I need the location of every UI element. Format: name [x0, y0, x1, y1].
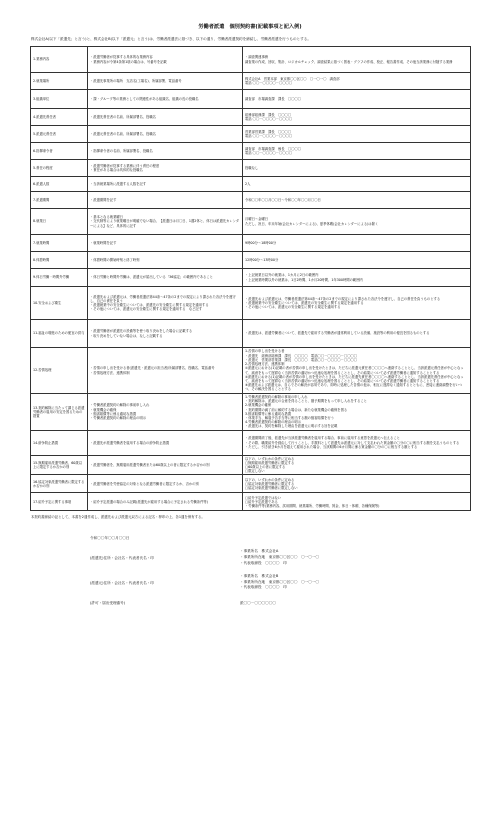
row-description: ・就業時間を記す: [88, 235, 243, 252]
row-example: 株式会社A 営業本部 東京都〇〇区〇〇 〇一〇一〇 調査部 電話 〇〇－〇〇〇〇－〇〇〇〇: [243, 73, 471, 90]
row-item: 16.協定対象派遣労働者に限定するか否かの別: [31, 475, 88, 493]
row-item: 8.休憩時間: [31, 252, 88, 269]
intro-text: 株式会社A(以下「派遣先」と言う)と、株式会社B(以下「派遣元」と言う)は、労働者派遣法に基づき、以下の通り、労働者派遣契約を締結し、労働者派遣を行うものとする。: [31, 37, 311, 41]
table-row: [31, 475, 471, 493]
row-example: ・派遣期間終了後、派遣先が当該派遣労働者を雇用する場合、事前に雇用する意思を派遣元へ伝えること ・その際、職業紹介を経由して行うことし、手数料として派遣先は派遣元に対して支払われた賃金額の〇分の〇に相当する額を支払うものとする ・ただし、引き続き6カ月を超えて雇用された場合、当該期間の6カ月間に係る賃金額の〇分の〇に相当する額とする: [243, 430, 471, 455]
row-example: 以下の、いずれかの条件に定める □無期雇用派遣労働者に限定する □60歳以上の者に限定する □限定しない: [243, 455, 471, 475]
row-item: 5.派遣元責任者: [31, 126, 88, 143]
row-example: 12時00分～13時00分: [243, 252, 471, 269]
row-description: ・苦情の申し出を受ける者(派遣先・派遣元の担当者)所属部署名、役職名、電話番号 ・苦情処理方法、連携体制: [88, 348, 243, 394]
row-item: 6.指揮命令者: [31, 143, 88, 160]
table-row: [31, 192, 471, 209]
signature-date: 令和〇〇年〇〇月〇〇日: [90, 536, 130, 541]
table-row: [31, 320, 471, 348]
row-description: ・派遣先が派遣労働者を雇用する場合の紛争防止措置: [88, 430, 243, 455]
row-example: 調査部 市場調査課 係長 〇〇〇〇 電話 〇〇－〇〇〇〇－〇〇〇〇: [243, 143, 471, 160]
client-label: (派遣先)住所・会社名・代表者氏名・印: [90, 556, 154, 561]
row-description: ・派遣労働者が従事する業務に伴う責任の程度 ・責任がある場合は具体的な役職名: [88, 160, 243, 177]
row-example: ・派遣先および派遣元は、労働者派遣法第44条～47条の2までの規定により課された各法令を遵守し、自己の責任を負うものとする ・派遣就業中の安全衛生については、派遣先の安全衛生に関する規定を適用する ・その他については、派遣元の安全衛生に関する規定を適用する: [243, 287, 471, 320]
table-row: [31, 394, 471, 431]
row-example: 営業部営業課 課長 〇〇〇〇 電話 〇〇－〇〇〇〇－〇〇〇〇: [243, 126, 471, 143]
row-example: 総務部総務課 課長 〇〇〇〇 電話 〇〇－〇〇〇〇－〇〇〇〇: [243, 109, 471, 126]
table-row: [31, 126, 471, 143]
row-item: 1.業務内容: [31, 47, 88, 73]
table-row: [31, 252, 471, 269]
permit-label: (許可・届出受理番号): [90, 601, 126, 605]
row-item: 10.安全および衛生: [31, 287, 88, 320]
row-description: ・紹介予定派遣の場合のみ記載(派遣先が雇用する場合に予定される労働条件等): [88, 493, 243, 511]
dispatcher-value: ・事業所名 株式会社B ・事業所所在地 東京都〇〇区〇〇 〇一〇一〇 ・代表取締役 〇〇〇〇 印: [240, 574, 320, 590]
row-description: ・休憩時間の開始時刻と終了時刻: [88, 252, 243, 269]
row-description: ・派遣労働者を労使協定の対象となる派遣労働者に限定するか、否かの別: [88, 475, 243, 493]
table-row: [31, 455, 471, 475]
table-row: [31, 177, 471, 192]
table-row: [31, 73, 471, 90]
row-item: 2.就業場所: [31, 73, 88, 90]
row-example: ・派遣先は、派遣労働者について、派遣先で雇用する労働者が通常利用している設備、施設等の利用の便宜を図るものとする: [243, 320, 471, 348]
row-example: ・上記就業日以外の就業は、1カ月に2日の範囲内 ・上記就業時間以外の就業は、1日2時間、1カ月20時間、1年300時間の範囲内: [243, 269, 471, 287]
row-item: 14.紛争防止措置: [31, 430, 88, 455]
table-row: [31, 269, 471, 287]
row-example: 1.苦情の申し出を受ける者 ・派遣先 総務部総務課 課長 〇〇〇〇 電話〇〇－〇〇〇〇－〇〇〇〇 ・派遣元 営業部営業課 課長 〇〇〇〇 電話〇〇－〇〇〇〇－〇〇〇〇 2.苦情処理方法、連携体制 ①派遣元における(1)記載の者が苦情の申し出を受けたときは、ただちに派遣元責任者〇〇〇〇へ連絡することとし、当該派遣元責任者が中心となって、誠意をもって遅滞なく当該苦情の適切かつ迅速な処理を図ることとし、その結果について必ず派遣労働者に通知することとする ②派遣先における(1)記載の者が苦情の申し出を受けたときは、ただちに派遣先責任者〇〇〇〇へ連絡することとし、当該派遣先責任者が中心となって、誠意をもって遅滞なく当該苦情の適切かつ迅速な処理を図ることとし、その結果について必ず派遣労働者に通知することとする ③派遣先および派遣元は、自らでその解決が容易であり、即時に処理した苦情の他は、相互に遅滞なく通知するとともに、密接に連絡調整を行いつつ、その解決を図ることとする: [243, 348, 471, 394]
row-item: 15.無期雇用派遣労働者、60歳以上に限定するか否かの別: [31, 455, 88, 475]
permit-row: [90, 601, 470, 606]
row-example: 以下の、いずれかの条件に定める □協定対象派遣労働者に限定する □協定対象派遣労働者に限定しない: [243, 475, 471, 493]
signature-block: [30, 536, 470, 606]
row-description: ・派遣元責任者の名前、所属部署名、役職名: [88, 126, 243, 143]
row-item: 6.派遣人数: [31, 177, 88, 192]
table-row: [31, 109, 471, 126]
closing-note: 本契約書締結の証として、本書を2通作成し、派遣先および派遣元双方による記名・押印の上、各1通を保有する。: [31, 515, 205, 520]
table-row: [31, 90, 471, 109]
row-item: 4.派遣先責任者: [31, 109, 88, 126]
row-description: ・派遣労働者を、無期雇用派遣労働者または60歳以上の者に限定するか否かの別: [88, 455, 243, 475]
table-row: [31, 348, 471, 394]
row-item: 7.派遣期間: [31, 192, 88, 209]
table-row: [31, 209, 471, 235]
row-item: 11.福祉の増進のための便宜の供与: [31, 320, 88, 348]
row-description: ・休日労働と時間外労働は、派遣元が届出している「36協定」の範囲内であること: [88, 269, 243, 287]
table-row: [31, 47, 471, 73]
row-example: □紹介予定派遣ではない □紹介予定派遣である ・労働条件等(業務内容、試用期間、就業場所、労働時間、賃金、休日・休暇、各種保険等): [243, 493, 471, 511]
row-description: ・派遣労働者が従事する具体的な業務内容 ・業務内容が令第4条第1項の場合は、号番号を記載: [88, 47, 243, 73]
permit-value: 派〇〇－〇〇〇〇〇〇: [240, 601, 276, 605]
table-row: [31, 430, 471, 455]
dispatcher-signature: [90, 574, 470, 591]
row-item: 5.責任の程度: [31, 160, 88, 177]
table-row: [31, 143, 471, 160]
row-item: 9.休日労働・時間外労働: [31, 269, 88, 287]
client-signature: [90, 549, 470, 566]
row-example: 2人: [243, 177, 471, 192]
row-description: ・指揮命令者の名前、所属部署名、役職名: [88, 143, 243, 160]
row-description: ・派遣先事業所の場所 支店名(工場名)、所属部署、電話番号: [88, 73, 243, 90]
row-example: 9時00分～18時00分: [243, 235, 471, 252]
row-example: 月曜日～金曜日 ただし、祝日、年末年始(会社カレンダーによる)、夏季休暇(会社カレンダーによる)は除く: [243, 209, 471, 235]
row-description: ・派遣期間を記す: [88, 192, 243, 209]
row-item: 13.契約解除に当たって講じる派遣労働者の雇用の安定を図るための措置: [31, 394, 88, 431]
row-description: ・派遣労働者が派遣先の設備等を使う取り決めをした場合に記載する ・取り決めをしていない場合は、なしと記載する: [88, 320, 243, 348]
row-description: ・派遣先および派遣元は、労働者派遣法第44条～47条の2までの規定により課された各法令を遵守し、自己の責任を負う ・派遣就業中の安全衛生については、派遣先の安全衛生に関する規定を適用する ・その他については、派遣元の安全衛生に関する規定を適用する など記す: [88, 287, 243, 320]
row-example: ・調査関連事務 調査業の作成、回収、集計、ロジカルチェック、調査結果に基づく図表・グラフの作成、校正、報告書作成、その他当該業務に付随する業務: [243, 47, 471, 73]
row-example: 1.労働者派遣契約の解除の事前の申し入れ ・契約解除は、派遣元の合意を得ることと、猶予期間をもって申し入れをすること 2.就業機会の確保 ・契約期間の満了前に解約する場合は、新たな就業機会の確保を図る 3.損害賠償等に係る適切な措置 ・休業手当、解雇予告手当等に相当する額の損害賠償を行う 4.労働者派遣契約の解除の理由の明示 ・派遣先は、契約を解除した理由を派遣元に明示する旨を記載: [243, 394, 471, 431]
row-example: 調査部 市場調査課 課長 〇〇〇〇: [243, 90, 471, 109]
dispatcher-label: (派遣元)住所・会社名・代表者氏名・印: [90, 581, 154, 586]
row-item: 8.就業日: [31, 209, 88, 235]
row-item: 7.就業時間: [31, 235, 88, 252]
row-description: ・課・グループ等の業務としての関連性がある組織名、組織の長の役職名: [88, 90, 243, 109]
document-title: 労働者派遣 個別契約書(記載事項と記入例): [198, 24, 302, 30]
contract-table: [30, 46, 471, 511]
table-row: [31, 493, 471, 511]
row-example: 役職なし: [243, 160, 471, 177]
row-example: 令和〇〇年〇〇月〇〇日～令和〇〇年〇〇月〇〇日: [243, 192, 471, 209]
table-row: [31, 160, 471, 177]
table-row: [31, 287, 471, 320]
row-item: 17.紹介予定に関する事項: [31, 493, 88, 511]
row-item: 3.組織単位: [31, 90, 88, 109]
row-description: ・当該就業場所に派遣する人数を記す: [88, 177, 243, 192]
row-description: ・労働者派遣契約の解除の事前申し入れ ・就業機会の確保 ・損害賠償等に係る適切な措置 ・労働者派遣契約の解除の理由の明示: [88, 394, 243, 431]
row-description: ・基本となる就業曜日 ・交代制等により就業曜日が明確でない場合、【派遣日は月〇日、1週2休と、休日は派遣先カレンダーによる】など、具体的に記す: [88, 209, 243, 235]
row-description: ・派遣先責任者の名前、所属部署名、役職名: [88, 109, 243, 126]
row-item: 12.苦情処理: [31, 348, 88, 394]
table-row: [31, 235, 471, 252]
client-value: ・事業所名 株式会社A ・事業所所在地 東京都〇〇区〇〇 〇一〇一〇 ・代表取締役 〇〇〇〇 印: [240, 549, 320, 565]
